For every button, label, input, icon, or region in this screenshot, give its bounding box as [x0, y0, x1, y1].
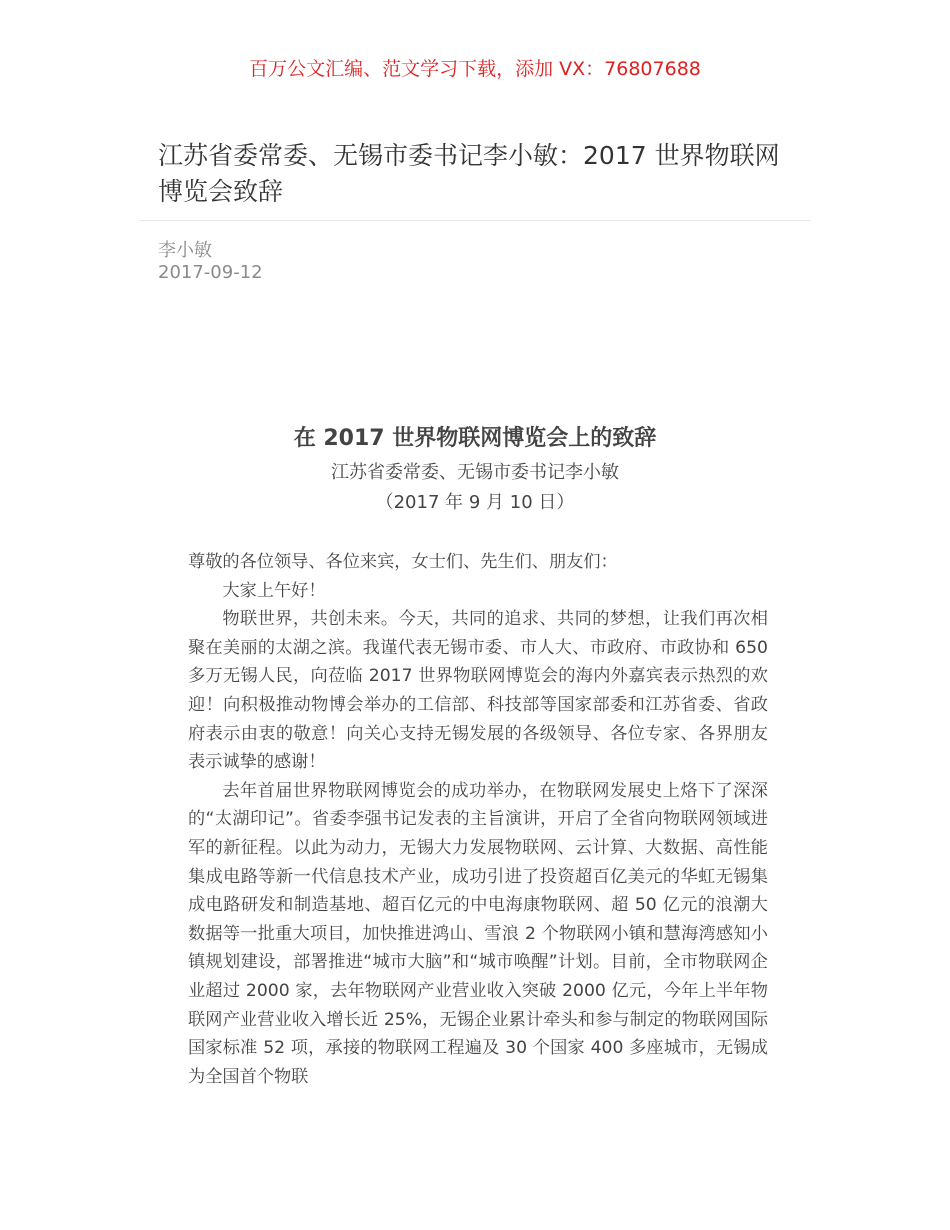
greeting: 大家上午好！	[222, 580, 326, 601]
salutation: 尊敬的各位领导、各位来宾，女士们、先生们、朋友们：	[188, 552, 618, 572]
article-author: 李小敏	[158, 240, 212, 261]
promo-banner: 百万公文汇编、范文学习下载，添加 VX：76807688	[249, 58, 701, 80]
paragraph: 去年首届世界物联网博览会的成功举办，在物联网发展史上烙下了深深的“太湖印记”。省委李强书记发表的主旨演讲，开启了全省向物联网领域进军的新征程。以此为动力，无锡大力发展物联网、云计算、大数据、高性能集成电路等新一代信息技术产业，成功引进了投资超百亿美元的华虹无锡集成电路研发和制造基地、超百亿元的中电海康物联网、超 50 亿元的浪潮大数据等一批重大项目，加快推进鸿山、雪浪 2 个物联网小镇和慧海湾感知小镇规划建设，部署推进“城市大脑”和“城市唤醒”计划。目前，全市物联网企业超过 2000 家，去年物联网产业营业收入突破 2000 亿元，今年上半年物联网产业营业收入增长近 25%，无锡企业累计牵头和参与制定的物联网国际国家标准 52 项，承接的物联网工程遍及 30 个国家 400 多座城市，无锡成为全国首个物联	[188, 780, 768, 1087]
paragraph: 物联世界，共创未来。今天，共同的追求、共同的梦想，让我们再次相聚在美丽的太湖之滨。我谨代表无锡市委、市人大、市政府、市政协和 650 多万无锡人民，向莅临 2017 世界物联网博览会的海内外嘉宾表示热烈的欢迎！向积极推动物博会举办的工信部、科技部等国家部委和江苏省委、省政府表示由衷的敬意！向关心支持无锡发展的各级领导、各位专家、各界朋友表示诚挚的感谢！	[188, 609, 768, 773]
speech-speaker: 江苏省委常委、无锡市委书记李小敏	[331, 462, 619, 483]
article-date: 2017-09-12	[158, 262, 263, 283]
speech-heading: 在 2017 世界物联网博览会上的致辞	[293, 426, 657, 451]
article-title: 江苏省委常委、无锡市委书记李小敏：2017 世界物联网博览会致辞	[158, 141, 780, 206]
speech-body	[188, 548, 768, 1091]
article-meta	[158, 240, 263, 284]
speech-date: （2017 年 9 月 10 日）	[375, 492, 575, 513]
title-divider	[140, 220, 810, 221]
